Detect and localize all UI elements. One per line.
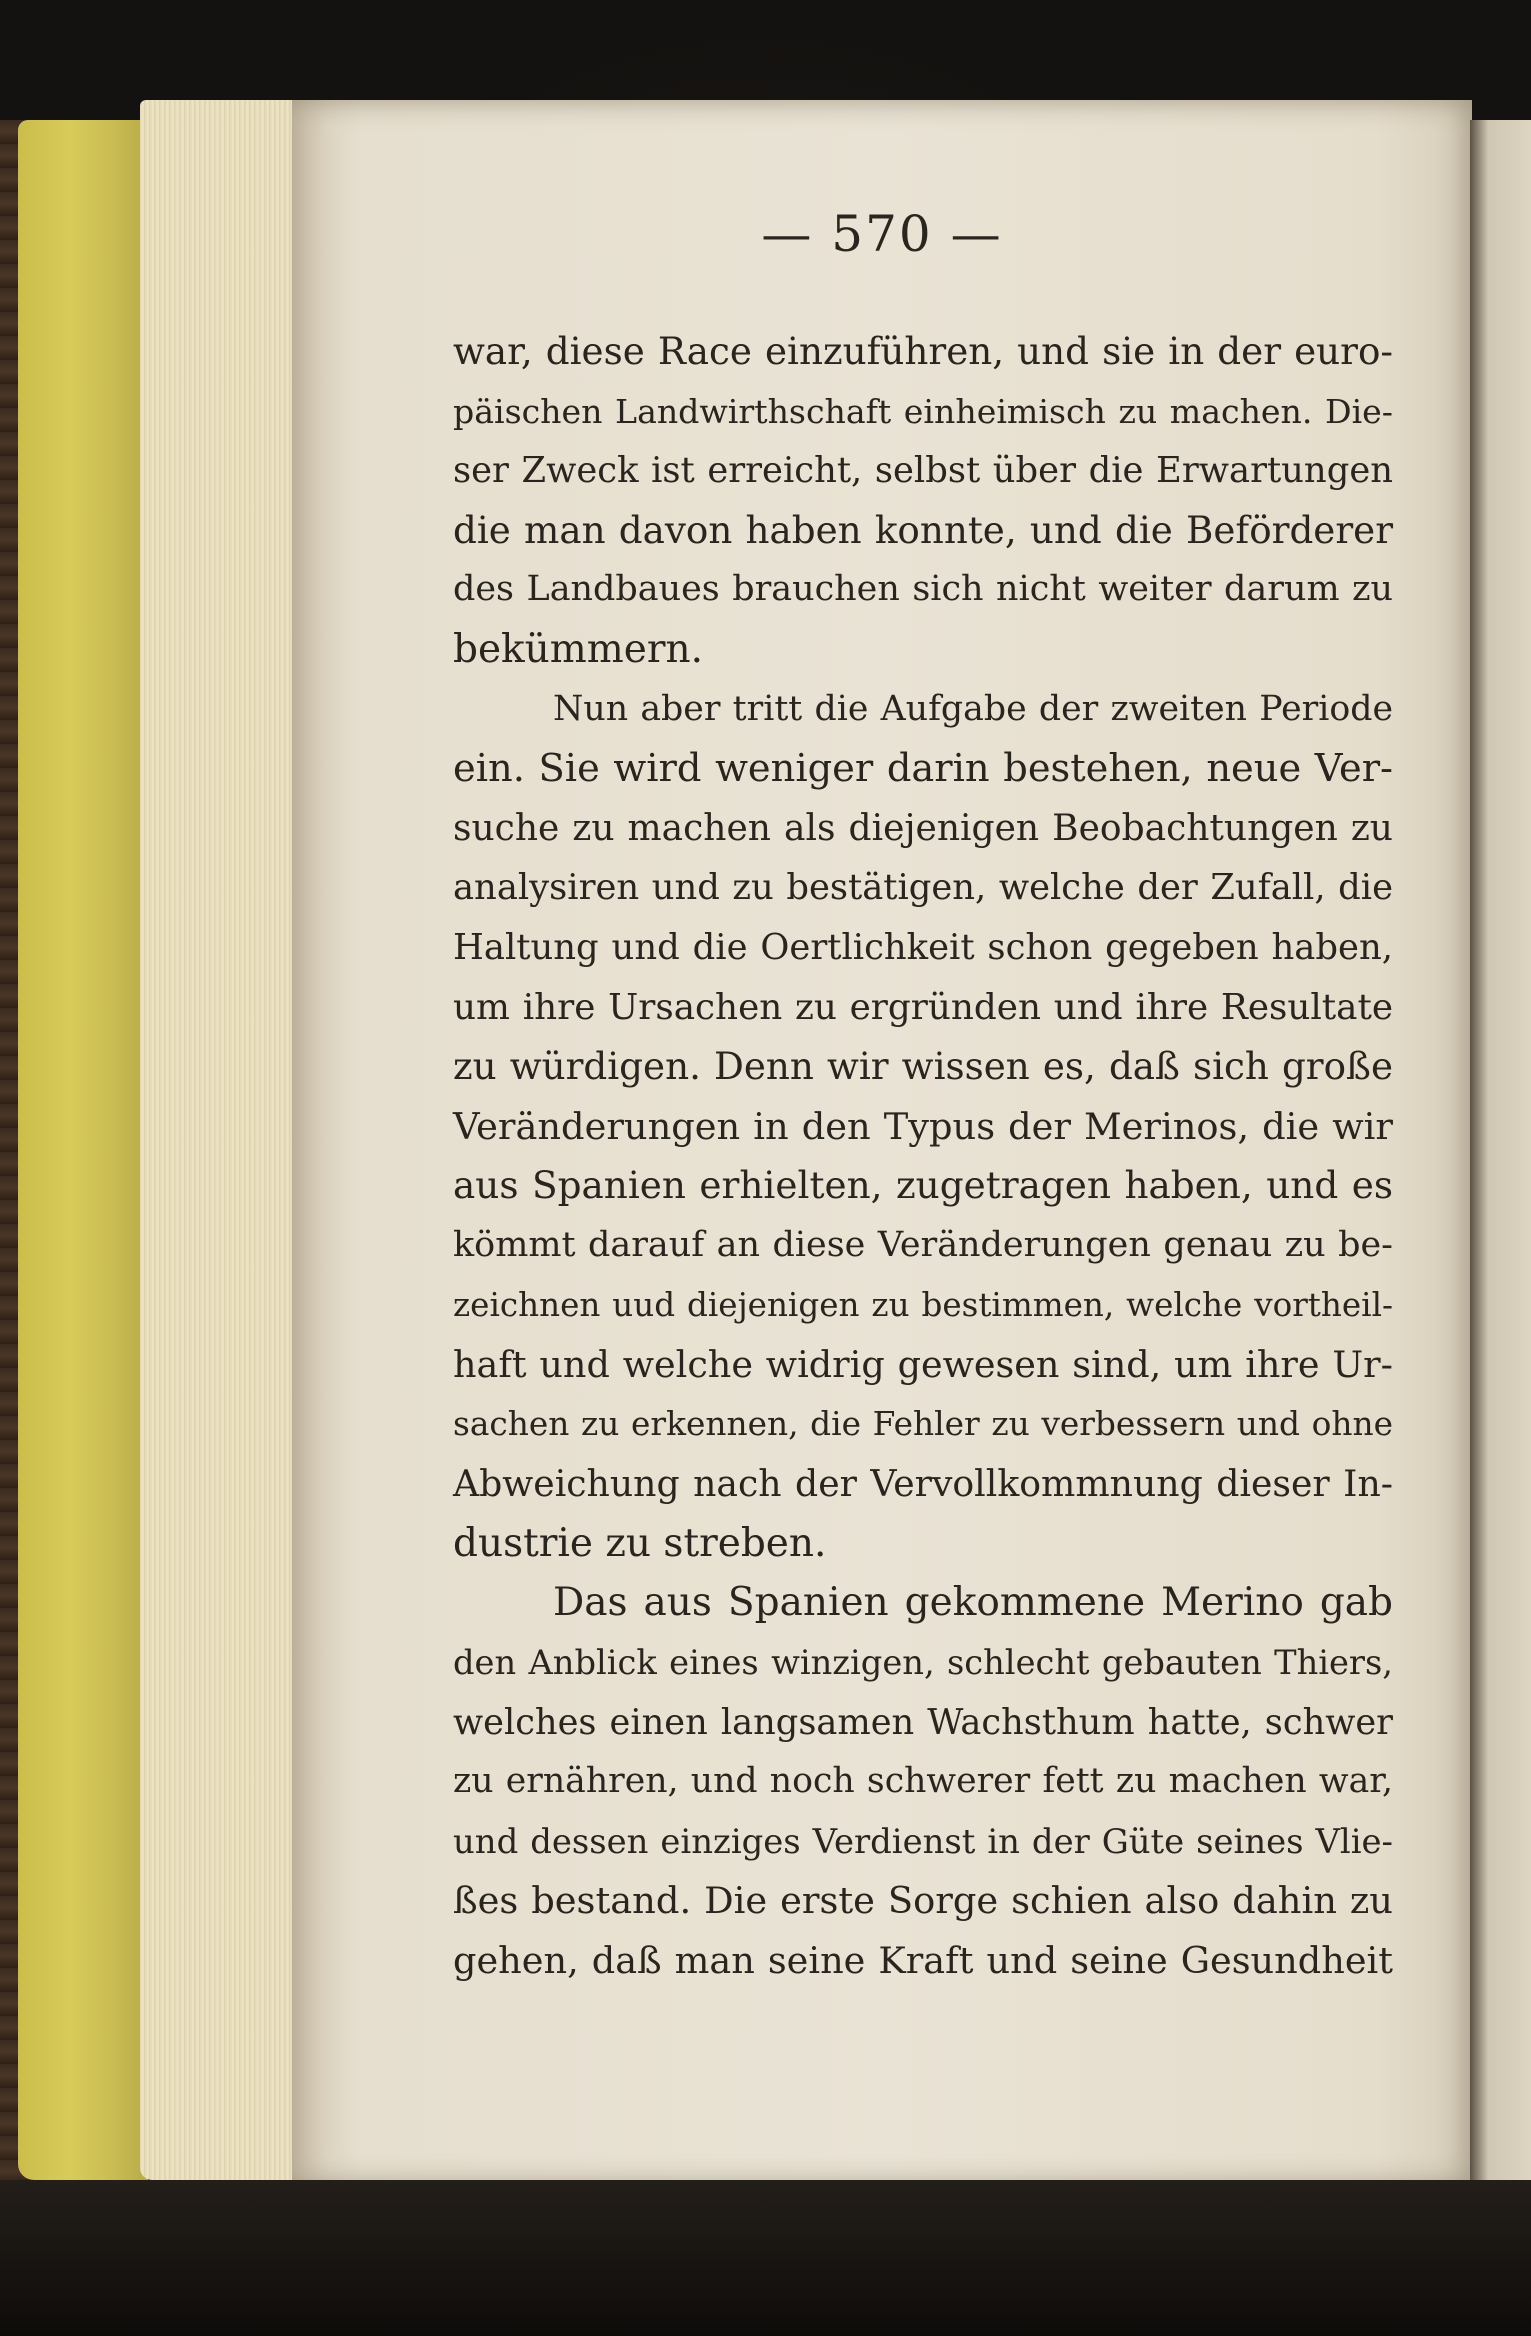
text-line: zeichnen uud diejenigen zu bestimmen, welche vortheil- (453, 1285, 1393, 1324)
text-line: zu würdigen. Denn wir wissen es, daß sich große (453, 1044, 1393, 1089)
page-stack (140, 100, 300, 2180)
text-line: bekümmern. (453, 626, 703, 672)
text-line: Abweichung nach der Vervollkommnung dieser In- (453, 1462, 1393, 1506)
text-line: sachen zu erkennen, die Fehler zu verbessern und ohne (453, 1404, 1393, 1443)
text-line: um ihre Ursachen zu ergründen und ihre Resultate (453, 986, 1393, 1028)
page-text (453, 322, 1393, 1991)
text-line: welches einen langsamen Wachsthum hatte, schwer (453, 1701, 1393, 1743)
text-line: den Anblick eines winzigen, schlecht gebauten Thiers, (453, 1643, 1393, 1683)
text-line: ßes bestand. Die erste Sorge schien also dahin zu (453, 1879, 1393, 1923)
text-line: war, diese Race einzuführen, und sie in der euro- (453, 329, 1393, 373)
text-line: ein. Sie wird weniger darin bestehen, neue Ver- (453, 746, 1393, 792)
text-line: Das aus Spanien gekommene Merino gab (553, 1580, 1393, 1626)
gilded-page-edges (18, 120, 148, 2180)
text-line: gehen, daß man seine Kraft und seine Gesundheit (453, 1939, 1393, 1983)
text-line: päischen Landwirthschaft einheimisch zu machen. Die- (453, 391, 1393, 431)
page-number: — 570 — (761, 205, 1003, 263)
text-line: und dessen einziges Verdienst in der Güte seines Vlie- (453, 1821, 1393, 1861)
text-line: die man davon haben konnte, und die Beförderer (453, 507, 1393, 552)
text-line: kömmt darauf an diese Veränderungen genau zu be- (453, 1224, 1393, 1265)
text-line: Veränderungen in den Typus der Merinos, die wir (453, 1104, 1393, 1148)
text-line: dustrie zu streben. (453, 1520, 827, 1566)
text-line: Haltung und die Oertlichkeit schon gegeben haben, (453, 926, 1393, 968)
text-line: aus Spanien erhielten, zugetragen haben, und es (453, 1163, 1393, 1208)
text-line: Nun aber tritt die Aufgabe der zweiten Periode (553, 688, 1393, 729)
text-line: zu ernähren, und noch schwerer fett zu machen war, (453, 1761, 1393, 1802)
text-line: des Landbaues brauchen sich nicht weiter darum zu (453, 569, 1393, 610)
text-line: ser Zweck ist erreicht, selbst über die Erwartungen (453, 450, 1393, 492)
text-line: analysiren und zu bestätigen, welche der Zufall, die (453, 867, 1393, 909)
table-shadow (0, 2180, 1531, 2336)
facing-page-edge (1470, 120, 1531, 2180)
text-line: suche zu machen als diejenigen Beobachtungen zu (453, 807, 1393, 849)
text-line: haft und welche widrig gewesen sind, um ihre Ur- (453, 1343, 1393, 1387)
